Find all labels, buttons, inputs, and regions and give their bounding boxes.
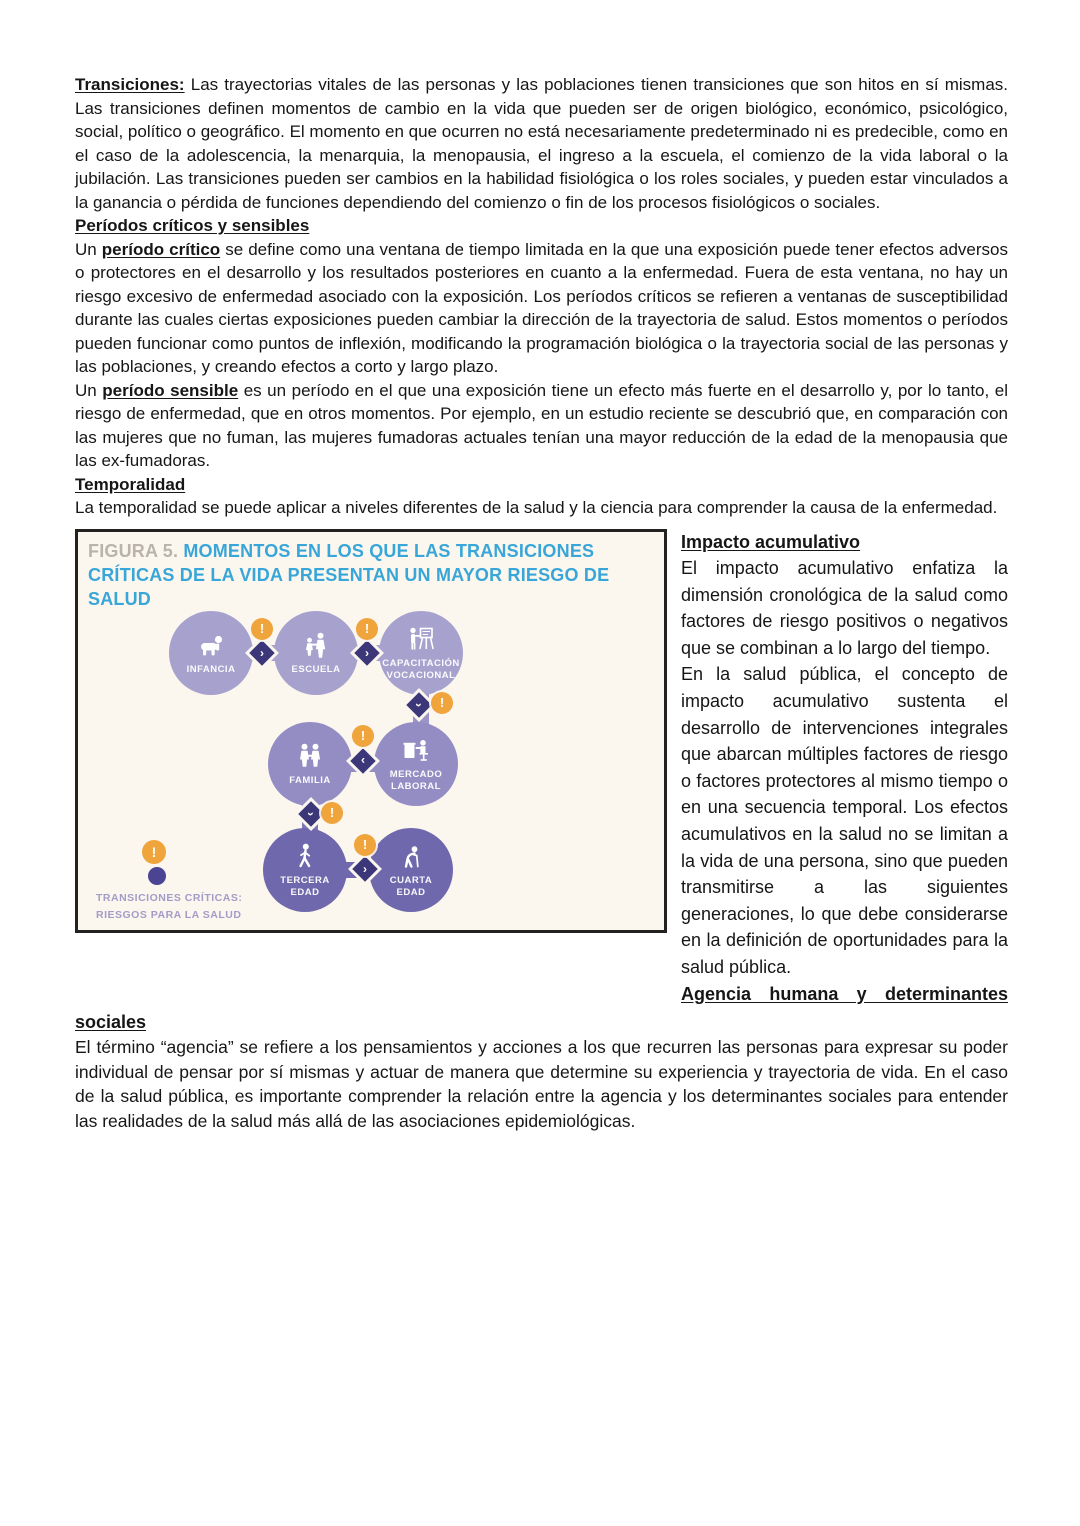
legend-risk-icon — [142, 840, 166, 864]
node-label: VOCACIONAL — [386, 669, 456, 681]
periodo-sensible-term: período sensible — [102, 380, 239, 400]
paragraph-agencia: El término “agencia” se refiere a los pensamientos y acciones a los que recurren las personas para expresar su poder individual de pensar por sí mismas y actuar de manera que determine su experiencia y trayectoria de vida. En el caso de la salud pública, es importante comprender la relación entre la agencia y los determinantes sociales para entender las realidades de la salud más allá de las asociaciones epidemiológicas. — [75, 1037, 1008, 1131]
periodo-critico-term: período crítico — [101, 239, 221, 259]
node-label: LABORAL — [391, 780, 441, 792]
node-label: ESCUELA — [291, 663, 341, 675]
figure-number-label: FIGURA 5. — [88, 540, 179, 561]
figure-title-text: MOMENTOS EN LOS QUE LAS TRANSICIONES CRÍTICAS DE LA VIDA PRESENTAN UN MAYOR RIESGO DE SALUD — [88, 540, 610, 609]
node-label: MERCADO — [389, 769, 443, 780]
bottom-section — [75, 1009, 1008, 1133]
right-text-column — [681, 529, 1008, 1008]
node-label: FAMILIA — [289, 774, 331, 786]
paragraph-transiciones — [75, 73, 1008, 214]
baby-crawling-icon — [194, 630, 228, 662]
paragraph-impacto-1: El impacto acumulativo enfatiza la dimensión cronológica de la salud como factores de riesgo positivos o negativos que se combinan a lo largo del tiempo. — [681, 558, 1008, 658]
exclamation-mark: ! — [364, 621, 370, 636]
elderly-cane-icon — [395, 841, 427, 873]
legend-line: RIESGOS PARA LA SALUD — [96, 908, 242, 921]
legend-transition-dot — [148, 867, 166, 885]
paragraph-impacto-2: En la salud pública, el concepto de impacto acumulativo sustenta el desarrollo de intervenciones integrales que abarcan múltiples factores de riesgo o factores protectores al mismo tiempo o en una secuencia temporal. Los efectos acumulativos en la salud no se limitan a la vida de una persona, sino que pueden transmitirse a las siguientes generaciones, lo que debe considerarse en la definición de oportunidades para la salud pública. — [681, 664, 1008, 977]
periodo-critico-text: se define como una ventana de tiempo limitada en la que una exposición puede tener efectos adversos o protectores en el desarrollo y los resultados posteriores en cuanto a la enfermedad. Fuera de esta ventana, no hay un riesgo excesivo de enfermedad asociado con la exposición. Los períodos críticos se refieren a ventanas de susceptibilidad durante las cuales ciertas exposiciones pueden cambiar la dirección de la trayectoria de salud. Estos momentos o períodos pueden funcionar como puntos de inflexión, modificando la programación biológica o la trayectoria social de las personas y las poblaciones, y creando efectos a corto y largo plazo. — [75, 239, 1008, 376]
couple-icon — [294, 741, 326, 773]
periodo-sensible-pre: Un — [75, 380, 103, 400]
chevron-right-icon: › — [365, 645, 369, 660]
risk-marker-icon — [356, 618, 378, 640]
exclamation-mark: ! — [439, 695, 445, 710]
transiciones-text: Las trayectorias vitales de las personas y las poblaciones tienen transiciones que son hitos en sí mismas. Las transiciones definen momentos de cambio en la vida que pueden ser de origen biológico, económico, psicológico, social, político o geográfico. El momento en que ocurren no está necesariamente predeterminado ni es predecible, como en el caso de la adolescencia, la menarquia, la menopausia, el ingreso a la escuela, el comienzo de la vida laboral o la jubilación. Las transiciones pueden ser cambios en la habilidad fisiológica o los roles sociales, y pueden estar vinculados a la ganancia o pérdida de funciones dependiendo del comienzo o fin de los procesos fisiológicos o sociales. — [75, 75, 1008, 212]
risk-marker-icon — [321, 802, 343, 824]
risk-marker-icon — [251, 618, 273, 640]
figure-node-tercera-edad — [263, 828, 347, 912]
node-label: TERCERA — [280, 875, 330, 886]
walking-senior-icon — [289, 841, 321, 873]
figure-node-escuela — [274, 611, 358, 695]
heading-temporalidad: Temporalidad — [75, 474, 186, 494]
paragraph-temporalidad: La temporalidad se puede aplicar a niveles diferentes de la salud y la ciencia para comprender la causa de la enfermedad. — [75, 498, 998, 517]
teacher-easel-icon — [405, 624, 437, 656]
exclamation-mark: ! — [329, 805, 335, 820]
legend-caption — [96, 890, 242, 924]
parent-child-icon — [300, 630, 332, 662]
transiciones-term: Transiciones: — [75, 75, 185, 94]
chevron-down-icon: › — [304, 811, 318, 816]
exclamation-mark: ! — [362, 837, 368, 852]
chevron-left-icon: › — [361, 753, 365, 768]
figure-and-sidebar-row — [75, 529, 1008, 1008]
figure-title — [88, 539, 659, 611]
risk-marker-icon — [431, 692, 453, 714]
figure-node-infancia — [169, 611, 253, 695]
figure-node-mercado — [374, 722, 458, 806]
node-label: EDAD — [396, 886, 426, 898]
exclamation-mark: ! — [360, 728, 366, 743]
heading-agencia-line2: sociales — [75, 1012, 147, 1033]
periodo-critico-pre: Un — [75, 239, 102, 259]
chevron-right-icon: › — [363, 861, 367, 876]
exclamation-mark: ! — [259, 621, 265, 636]
node-label: CAPACITACIÓN — [382, 658, 460, 669]
chevron-right-icon: › — [260, 645, 264, 660]
paragraph-periodo-sensible — [75, 379, 1008, 473]
heading-periodos-criticos: Períodos críticos y sensibles — [75, 216, 310, 235]
node-label: INFANCIA — [186, 663, 236, 675]
figure-node-cuarta-edad — [369, 828, 453, 912]
risk-marker-icon — [354, 834, 376, 856]
paragraph-periodo-critico — [75, 238, 1008, 379]
figure-node-capacitacion — [379, 611, 463, 695]
node-label: EDAD — [290, 886, 320, 898]
chevron-down-icon: › — [412, 702, 426, 707]
exclamation-mark: ! — [151, 843, 157, 860]
office-desk-icon — [400, 735, 432, 767]
legend-line: TRANSICIONES CRÍTICAS: — [96, 891, 243, 904]
figura-5-diagram — [75, 529, 667, 933]
figure-node-familia — [268, 722, 352, 806]
node-label: CUARTA — [389, 875, 433, 886]
periodo-sensible-text: es un período en el que una exposición tiene un efecto más fuerte en el desarrollo y, por lo tanto, el riesgo de enfermedad, que en otros momentos. Por ejemplo, en un estudio reciente se descubrió que, en comparación con las mujeres que no fuman, las mujeres fumadoras actuales tenían una mayor reducción de la edad de la menopausia que las ex-fumadoras. — [75, 380, 1008, 470]
heading-agencia-line1: Agencia humana y determinantes — [681, 983, 1008, 1004]
heading-impacto-acumulativo: Impacto acumulativo — [681, 531, 861, 552]
risk-marker-icon — [352, 725, 374, 747]
